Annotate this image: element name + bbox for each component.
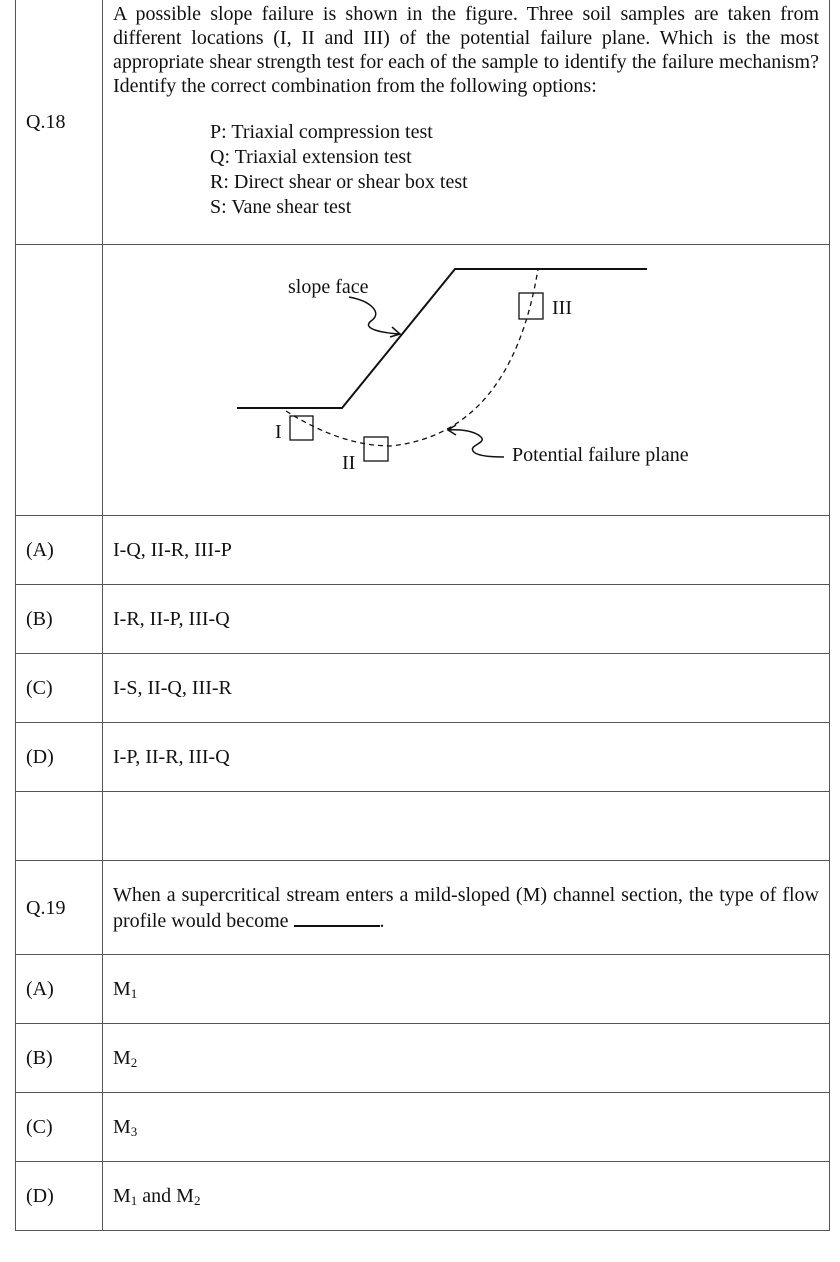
sample-label-iii: III (552, 297, 572, 319)
spacer-row (16, 792, 830, 861)
option-label: (D) (16, 1162, 103, 1231)
answer-blank (294, 907, 380, 927)
question-cell (103, 861, 830, 955)
sample-label-i: I (275, 421, 282, 443)
test-option-q: Q: Triaxial extension test (210, 145, 412, 168)
sample-box-ii (364, 437, 388, 461)
slope-face-arrow (349, 297, 400, 334)
sample-label-ii: II (342, 452, 356, 474)
option-label: (A) (16, 955, 103, 1024)
figure-cell (103, 245, 830, 516)
failure-plane-label: Potential failure plane (512, 444, 689, 466)
option-text: $M_2$ (103, 1024, 830, 1093)
option-label: (D) (16, 723, 103, 792)
option-row (16, 516, 830, 585)
slope-face-label: slope face (288, 276, 369, 298)
test-option-s: S: Vane shear test (210, 195, 352, 218)
option-row (16, 1093, 830, 1162)
option-label: (C) (16, 1093, 103, 1162)
test-options (210, 120, 819, 220)
option-label: (B) (16, 1024, 103, 1093)
option-row (16, 955, 830, 1024)
question-text-end: . (379, 909, 385, 932)
failure-plane-arrow (448, 430, 504, 457)
option-text: I-R, II-P, III-Q (103, 585, 830, 654)
option-row (16, 585, 830, 654)
test-option-p: P: Triaxial compression test (210, 120, 433, 143)
sample-box-i (290, 416, 313, 440)
question-row (16, 861, 830, 955)
option-row (16, 1024, 830, 1093)
slope-failure-figure (103, 245, 840, 509)
question-cell (103, 0, 830, 245)
question-number: Q.18 (16, 0, 103, 245)
option-text: $M_1$ and $M_2$ (103, 1162, 830, 1231)
option-row (16, 654, 830, 723)
option-row (16, 1162, 830, 1231)
question-text-main: When a supercritical stream enters a mild-sloped (M) channel section, the type of flow profile would become (113, 883, 819, 932)
test-option-r: R: Direct shear or shear box test (210, 170, 468, 193)
option-row (16, 723, 830, 792)
option-text: $M_1$ (103, 955, 830, 1024)
option-label: (A) (16, 516, 103, 585)
option-text: I-Q, II-R, III-P (103, 516, 830, 585)
empty-cell (16, 245, 103, 516)
question-text: A possible slope failure is shown in the figure. Three soil samples are taken from different locations (I, II and III) of the potential failure plane. Which is the most appropriate shear strength test for each of the sample to identify the failure mechanism? Identify the correct combination from the following options: (113, 2, 819, 97)
question-text (113, 883, 819, 933)
option-text: I-P, II-R, III-Q (103, 723, 830, 792)
slope-face-arrowhead (390, 327, 400, 337)
option-text: I-S, II-Q, III-R (103, 654, 830, 723)
option-text: $M_3$ (103, 1093, 830, 1162)
figure-row (16, 245, 830, 516)
question-row (16, 0, 830, 245)
question-number: Q.19 (16, 861, 103, 955)
sample-box-iii (519, 293, 543, 319)
option-label: (B) (16, 585, 103, 654)
exam-table (15, 0, 830, 1231)
option-label: (C) (16, 654, 103, 723)
